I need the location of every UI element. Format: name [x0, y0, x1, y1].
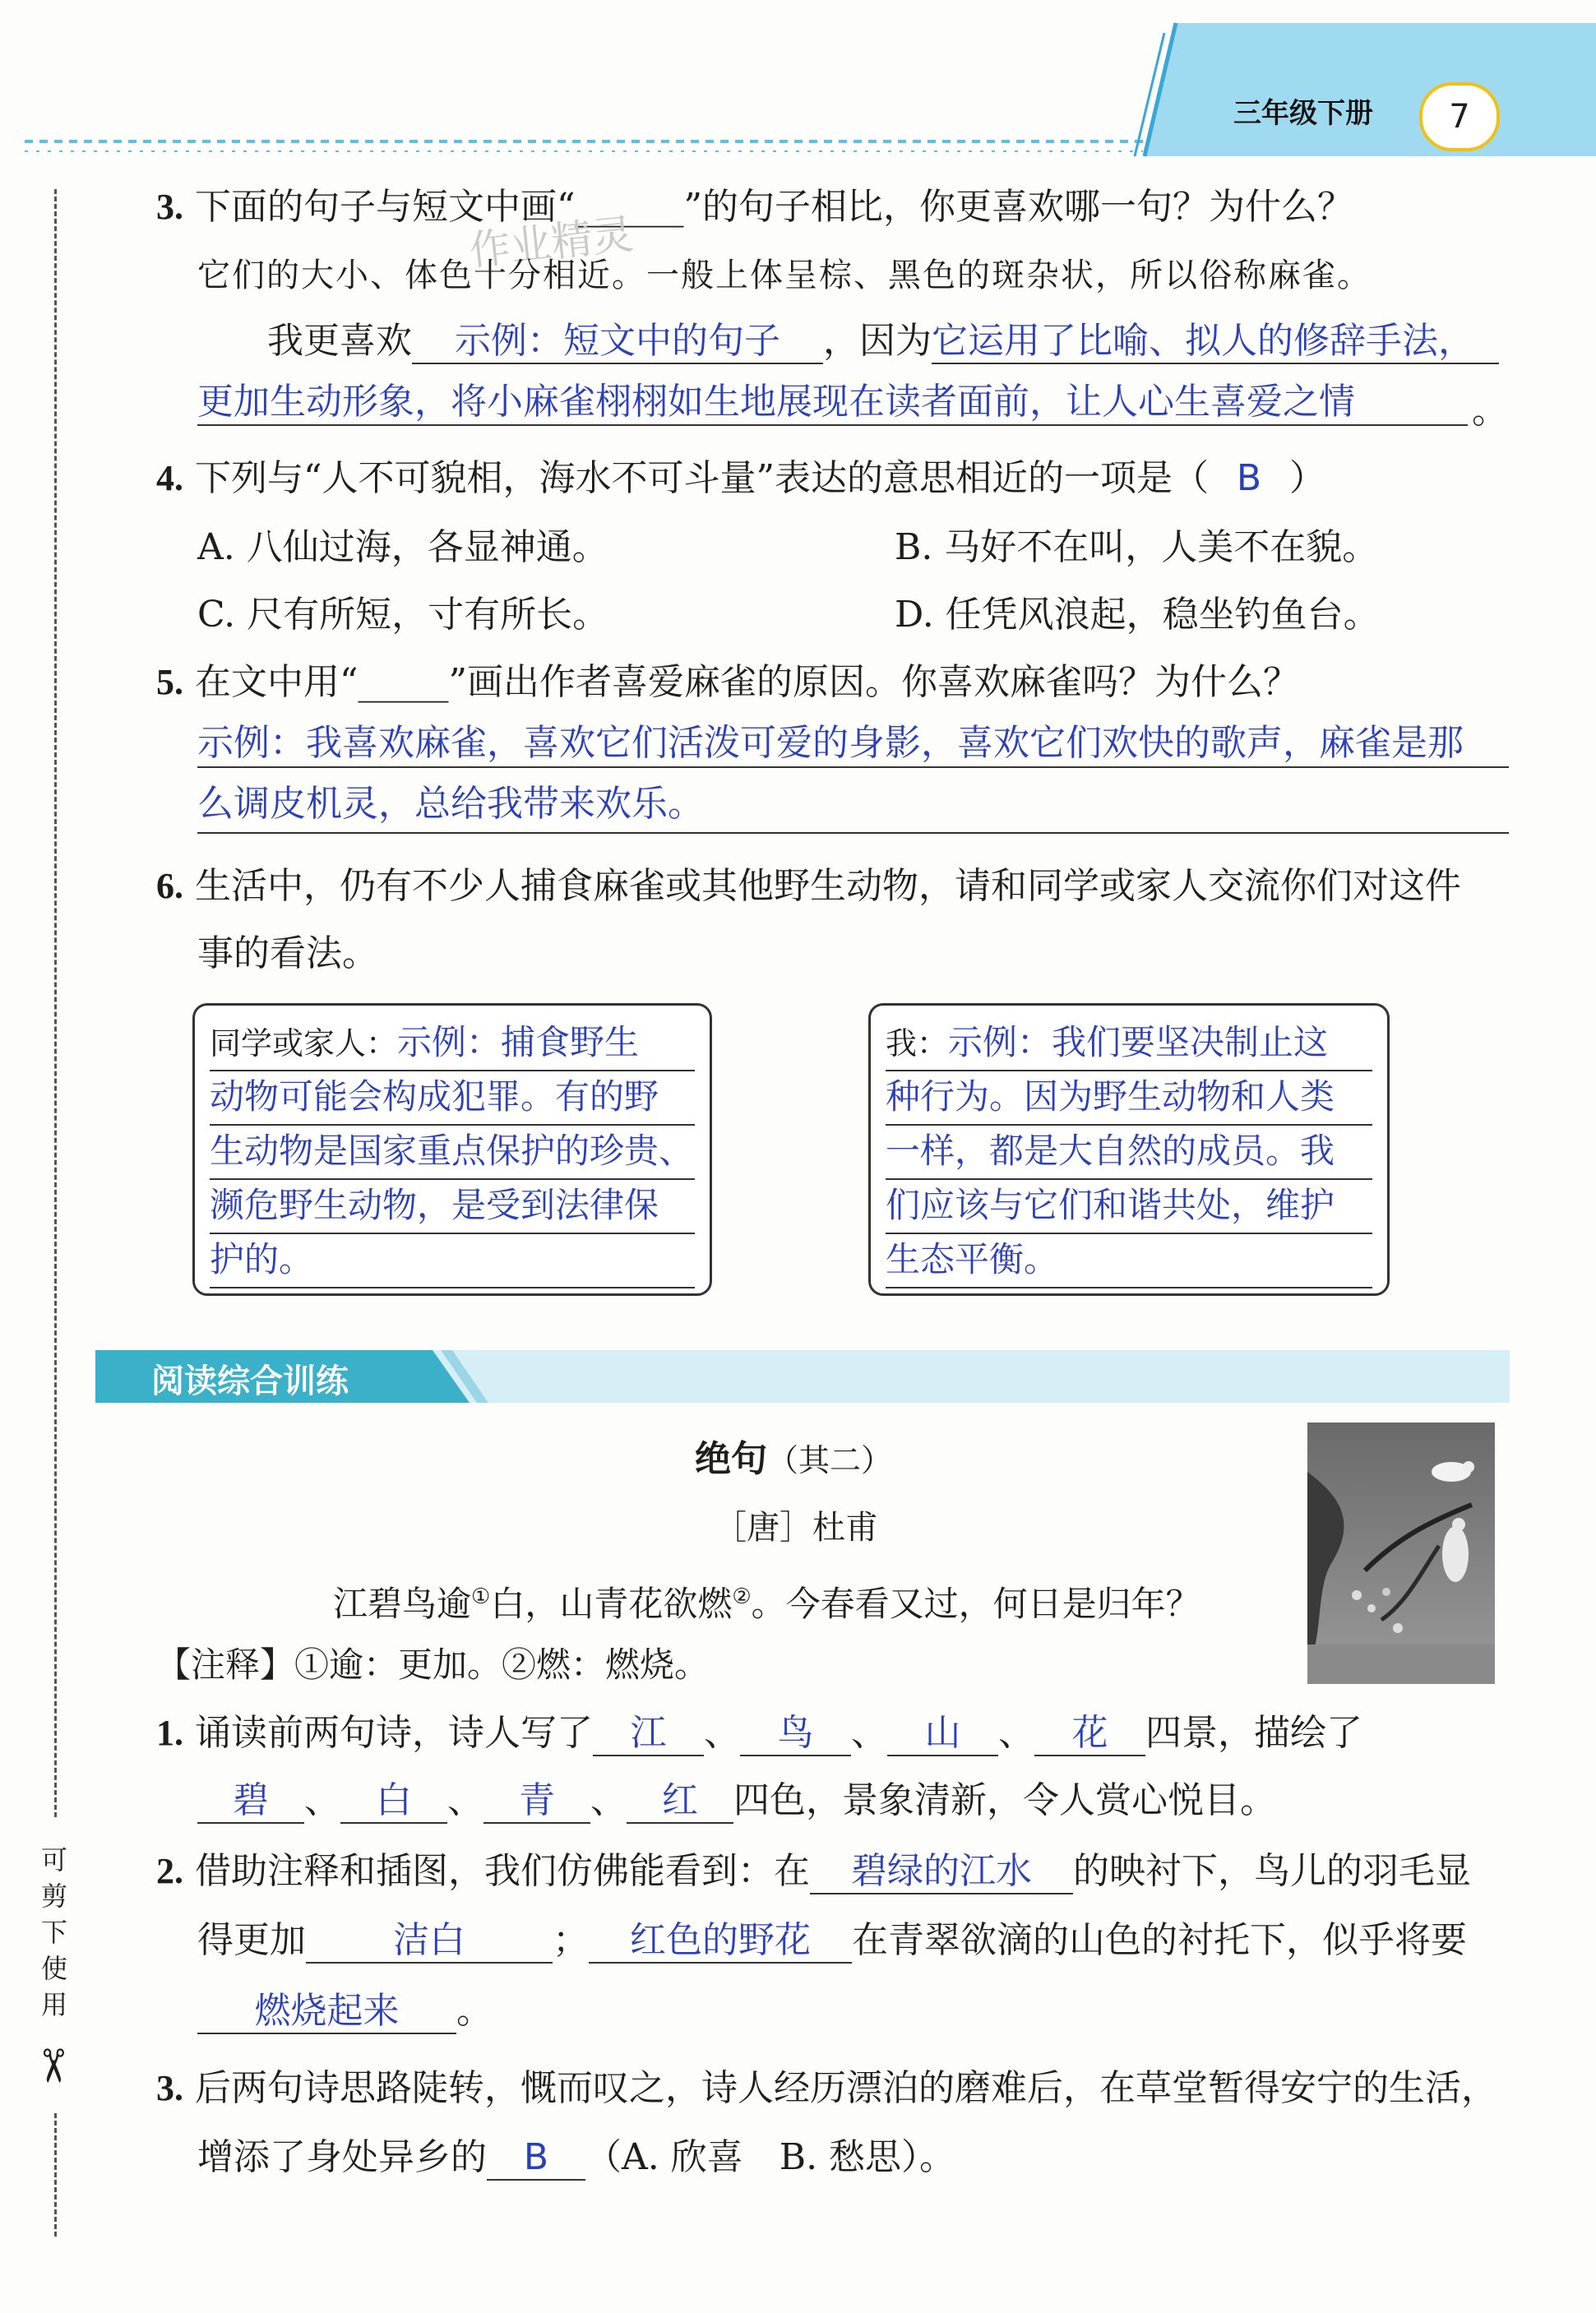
section-title: 阅读综合训练 [151, 1362, 349, 1400]
q6-box-me: 我：示例：我们要坚决制止这 种行为。因为野生动物和人类 一样，都是大自然的成员。我 们应该与它们和谐共处，维护 生态平衡。 [868, 1003, 1390, 1296]
cut-text: 可 剪 下 使 用 [40, 1844, 67, 2020]
scissors-icon: ✂ [25, 2047, 79, 2085]
header-decoration [0, 0, 1596, 164]
q4-option-a: A. 八仙过海，各显神通。 [197, 526, 608, 568]
p3-line1: 3. 后两句诗思路陡转，慨而叹之，诗人经历漂泊的磨难后，在草堂暂得安宁的生活， [156, 2067, 1497, 2109]
q4-option-c: C. 尺有所短，寸有所长。 [197, 594, 609, 636]
p2-line1: 2. 借助注释和插图，我们仿佛能看到：在 碧绿的江水 的映衬下，鸟儿的羽毛显 [156, 1847, 1471, 1896]
p1-line1: 1. 诵读前两句诗，诗人写了 江 、 鸟 、 山 、 花 四景，描绘了 [156, 1709, 1362, 1758]
p3-line2: 增添了身处异乡的 B （A. 欣喜 B. 愁思）。 [197, 2133, 955, 2182]
p1-scene-4: 花 [1034, 1712, 1145, 1756]
poem-notes: 【注释】①逾：更加。②燃：燃烧。 [156, 1645, 710, 1685]
header-band [0, 0, 1596, 164]
q6-box-classmate: 同学或家人：示例：捕食野生 动物可能会构成犯罪。有的野 生动物是国家重点保护的珍贵、 濒危野生动物，是受到法律保 护的。 [192, 1003, 712, 1296]
q4-answer: B [1236, 457, 1262, 499]
p1-line2: 碧 、 白 、 青 、 红 四色，景象清新，令人赏心悦目。 [197, 1776, 1276, 1825]
p2-line3: 燃烧起来 。 [197, 1987, 493, 2036]
p2-answer-1: 碧绿的江水 [810, 1850, 1073, 1894]
p3-answer: B [487, 2136, 585, 2181]
q5-answer-line2-rule [197, 832, 1509, 834]
q3-answer-line2: 更加生动形象，将小麻雀栩栩如生地展现在读者面前，让人心生喜爱之情 [197, 380, 1468, 426]
q3-end: 。 [1472, 390, 1508, 432]
cut-line-bottom [54, 2113, 57, 2237]
q4-prompt: 4. 下列与“人不可貌相，海水不可斗量”表达的意思相近的一项是（ B ） [156, 454, 1325, 503]
q6-prompt-2: 事的看法。 [197, 932, 378, 974]
p1-color-3: 青 [483, 1779, 590, 1824]
page-number: 7 [1449, 98, 1470, 136]
q5-answer-line1: 示例：我喜欢麻雀，喜欢它们活泼可爱的身影，喜欢它们欢快的歌声，麻雀是那 [197, 720, 1509, 768]
q3-answer-preferred: 示例：短文中的句子 [412, 320, 823, 364]
p2-answer-4: 燃烧起来 [197, 1990, 456, 2034]
grade-label: 三年级下册 [1233, 97, 1373, 130]
poem-title: 绝句（其二） [695, 1438, 893, 1480]
page-number-badge [1419, 82, 1500, 151]
q5-prompt: 5. 在文中用“_____”画出作者喜爱麻雀的原因。你喜欢麻雀吗？为什么？ [156, 661, 1299, 703]
q6-prompt-1: 6. 生活中，仍有不少人捕食麻雀或其他野生动物，请和同学或家人交流你们对这件 [156, 865, 1461, 907]
p1-scene-2: 鸟 [740, 1712, 851, 1756]
poem-lines: 江碧鸟逾①白，山青花欲燃②。今春看又过，何日是归年？ [333, 1584, 1200, 1624]
q3-answer-reason: 它运用了比喻、拟人的修辞手法， [932, 320, 1499, 364]
p1-scene-1: 江 [593, 1712, 704, 1756]
p2-line2: 得更加 洁白 ； 红色的野花 在青翠欲滴的山色的衬托下，似乎将要 [197, 1916, 1467, 1965]
q3-answer-line1: 我更喜欢 示例：短文中的句子 ，因为它运用了比喻、拟人的修辞手法， [267, 317, 1499, 366]
bird-painting-image [1307, 1422, 1495, 1684]
p1-color-4: 红 [627, 1779, 733, 1824]
poem-author: ［唐］杜甫 [714, 1509, 878, 1547]
poem-illustration [1307, 1422, 1495, 1684]
p1-color-2: 白 [340, 1779, 447, 1824]
p2-answer-3: 红色的野花 [589, 1919, 852, 1964]
p1-color-1: 碧 [197, 1779, 304, 1824]
watermark: 作业精灵 [466, 210, 636, 275]
p2-answer-2: 洁白 [306, 1919, 553, 1964]
p1-scene-3: 山 [887, 1712, 998, 1756]
q4-option-d: D. 任凭风浪起，稳坐钓鱼台。 [895, 594, 1380, 636]
q5-answer-line2: 么调皮机灵，总给我带来欢乐。 [197, 783, 704, 825]
q3-prompt: 3. 下面的句子与短文中画“______”的句子相比，你更喜欢哪一句？为什么？ [156, 186, 1353, 228]
section-banner [95, 1350, 1510, 1403]
cut-line-top [54, 189, 57, 1817]
q4-option-b: B. 马好不在叫，人美不在貌。 [895, 526, 1379, 568]
q3-sentence: 它们的大小、体色十分相近。一般上体呈棕、黑色的斑杂状，所以俗称麻雀。 [197, 257, 1372, 294]
